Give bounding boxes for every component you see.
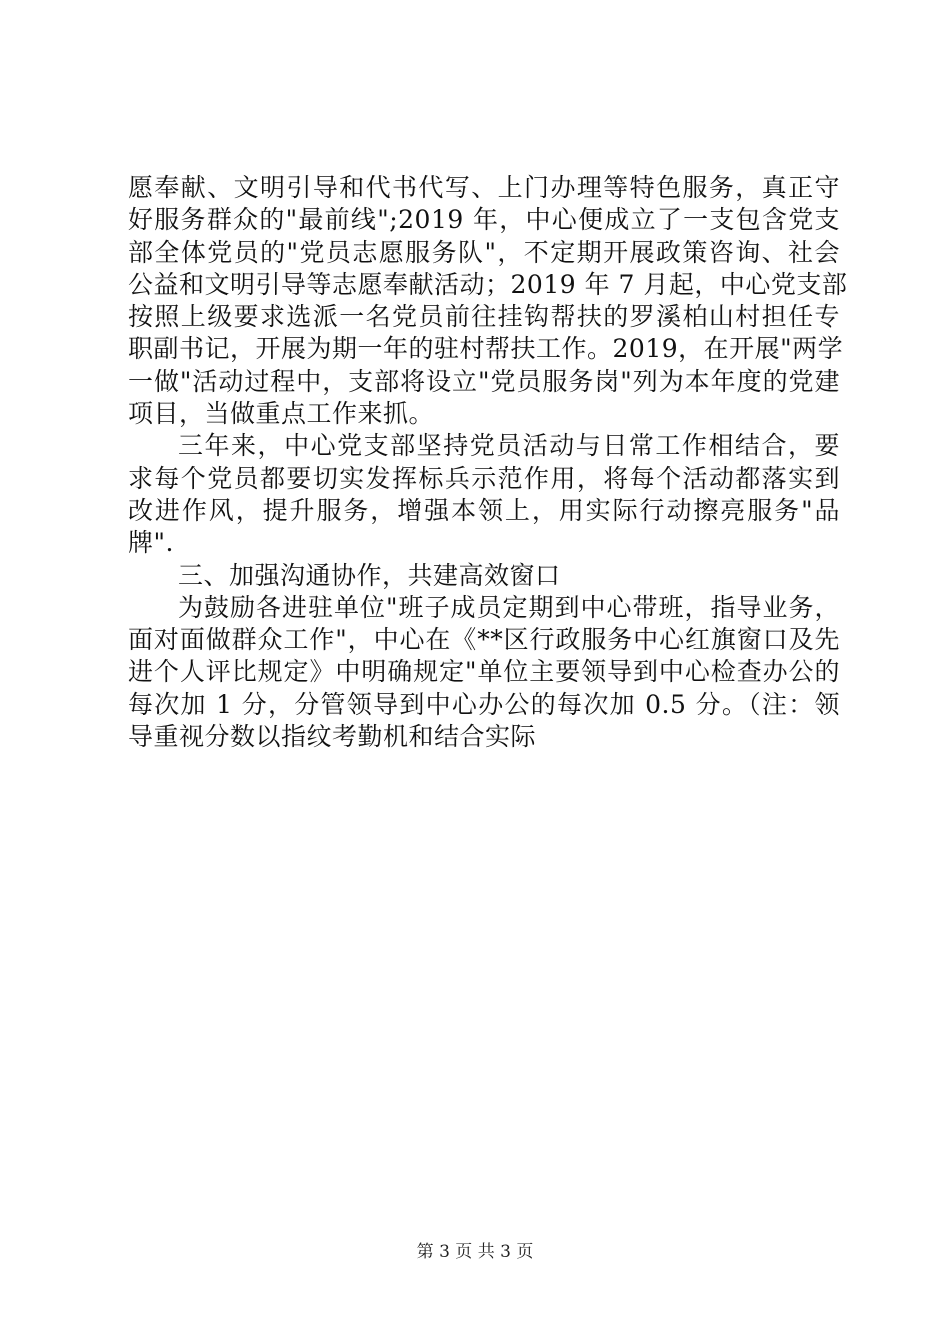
section-heading: 三、加强沟通协作，共建高效窗口 (178, 560, 561, 590)
text-line: 好服务群众的"最前线";2019 年，中心便成立了一支包含党支 (128, 205, 840, 235)
text-line: 导重视分数以指纹考勤机和结合实际 (128, 722, 537, 752)
paragraph-first-line: 三年来，中心党支部坚持党员活动与日常工作相结合，要 (178, 431, 840, 461)
paragraph-first-line: 为鼓励各进驻单位"班子成员定期到中心带班，指导业务， (178, 592, 840, 622)
text-line: 部全体党员的"党员志愿服务队"，不定期开展政策咨询、社会 (128, 237, 840, 267)
text-line: 公益和文明引导等志愿奉献活动；2019 年 7 月起，中心党支部 (128, 269, 848, 299)
text-line: 牌". (128, 528, 174, 558)
text-line: 职副书记，开展为期一年的驻村帮扶工作。2019，在开展"两学 (128, 334, 844, 364)
text-line: 项目，当做重点工作来抓。 (128, 399, 435, 429)
text-line: 每次加 1 分，分管领导到中心办公的每次加 0.5 分。（注：领 (128, 689, 840, 719)
document-body (128, 172, 848, 753)
page-footer: 第 3 页 共 3 页 (416, 1242, 534, 1262)
text-line: 改进作风，提升服务，增强本领上，用实际行动擦亮服务"品 (128, 495, 840, 525)
text-line: 一做"活动过程中，支部将设立"党员服务岗"列为本年度的党建 (128, 366, 840, 396)
text-line: 求每个党员都要切实发挥标兵示范作用，将每个活动都落实到 (128, 463, 840, 493)
text-line: 面对面做群众工作"，中心在《**区行政服务中心红旗窗口及先 (128, 625, 840, 655)
text-line: 按照上级要求选派一名党员前往挂钩帮扶的罗溪柏山村担任专 (128, 302, 840, 332)
text-line: 愿奉献、文明引导和代书代写、上门办理等特色服务，真正守 (128, 173, 840, 202)
text-line: 进个人评比规定》中明确规定"单位主要领导到中心检查办公的 (128, 657, 840, 687)
